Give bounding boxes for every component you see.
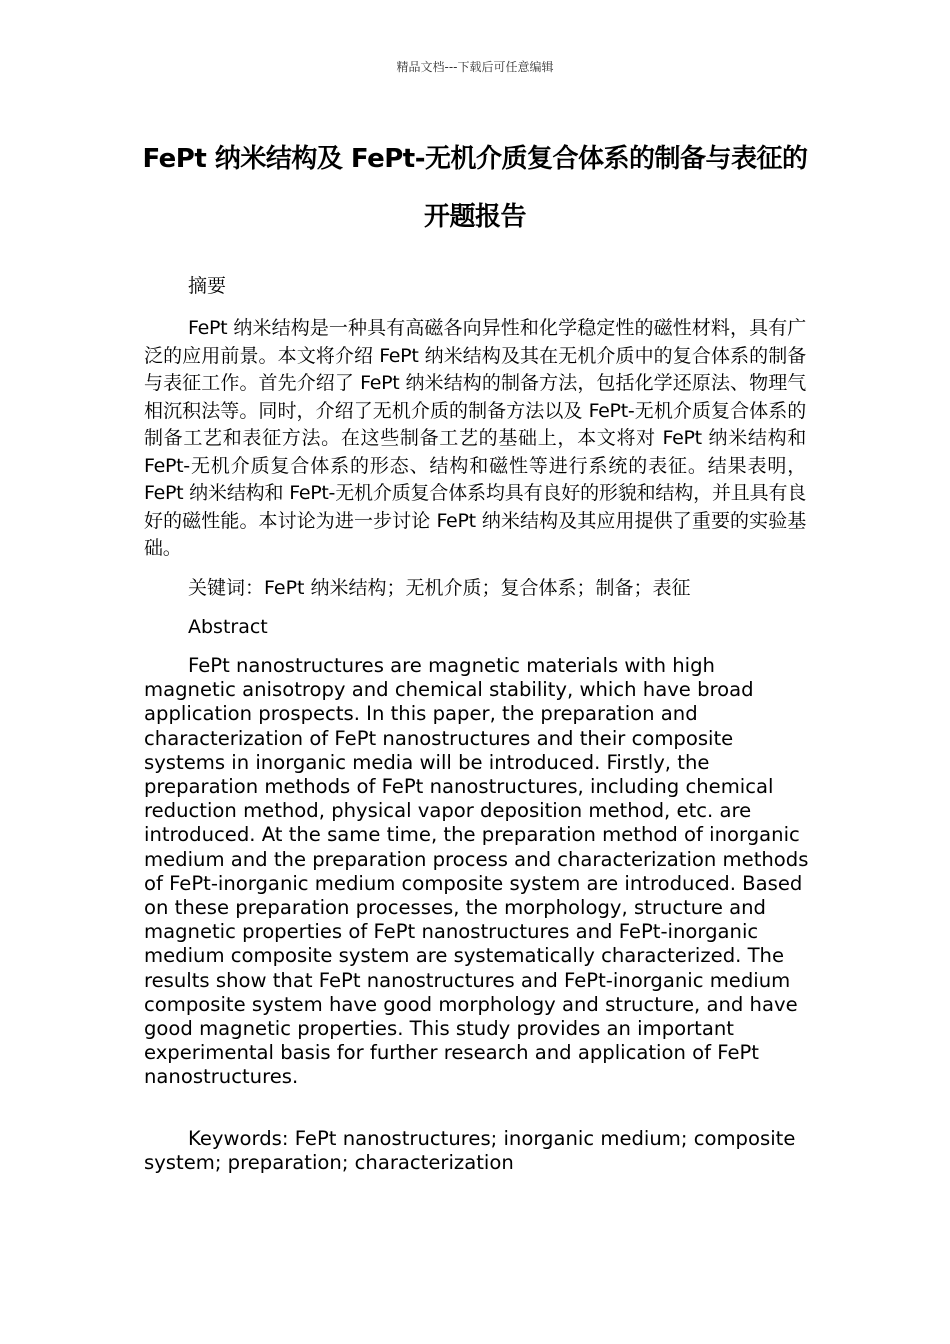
- abstract-en-heading: Abstract: [188, 616, 268, 638]
- abstract-en-body: FePt nanostructures are magnetic materials with high magnetic anisotropy and chemical stability, which have broad application prospects. In this paper, the preparation and characterization of FePt nanostructures and their composite systems in inorganic media will be introduced. Firstly, the preparation methods of FePt nanostructures, including chemical reduction method, physical vapor deposition method, etc. are introduced. At the same time, the preparation method of inorganic medium and the preparation process and characterization methods of FePt-inorganic medium composite system are introduced. Based on these preparation processes, the morphology, structure and magnetic properties of FePt nanostructures and FePt-inorganic medium composite system are systematically characterized. The results show that FePt nanostructures and FePt-inorganic medium composite system have good morphology and structure, and have good magnetic properties. This study provides an important experimental basis for further research and application of FePt nanostructures.: [144, 654, 809, 1089]
- keywords-cn: 关键词：FePt 纳米结构；无机介质；复合体系；制备；表征: [188, 577, 691, 599]
- header-note: 精品文档---下载后可任意编辑: [396, 60, 554, 74]
- keywords-en: Keywords: FePt nanostructures; inorganic medium; composite system; preparation; characterization: [144, 1127, 796, 1175]
- abstract-cn-heading: 摘要: [188, 275, 227, 297]
- document-title: FePt 纳米结构及 FePt-无机介质复合体系的制备与表征的开题报告: [142, 144, 808, 232]
- abstract-cn-body: FePt 纳米结构是一种具有高磁各向异性和化学稳定性的磁性材料，具有广泛的应用前景。本文将介绍 FePt 纳米结构及其在无机介质中的复合体系的制备与表征工作。首先介绍了 FePt 纳米结构的制备方法，包括化学还原法、物理气相沉积法等。同时，介绍了无机介质的制备方法以及 FePt-无机介质复合体系的制备工艺和表征方法。在这些制备工艺的基础上，本文将对 FePt 纳米结构和 FePt-无机介质复合体系的形态、结构和磁性等进行系统的表征。结果表明，FePt 纳米结构和 FePt-无机介质复合体系均具有良好的形貌和结构，并且具有良好的磁性能。本讨论为进一步讨论 FePt 纳米结构及其应用提供了重要的实验基础。: [144, 317, 806, 559]
